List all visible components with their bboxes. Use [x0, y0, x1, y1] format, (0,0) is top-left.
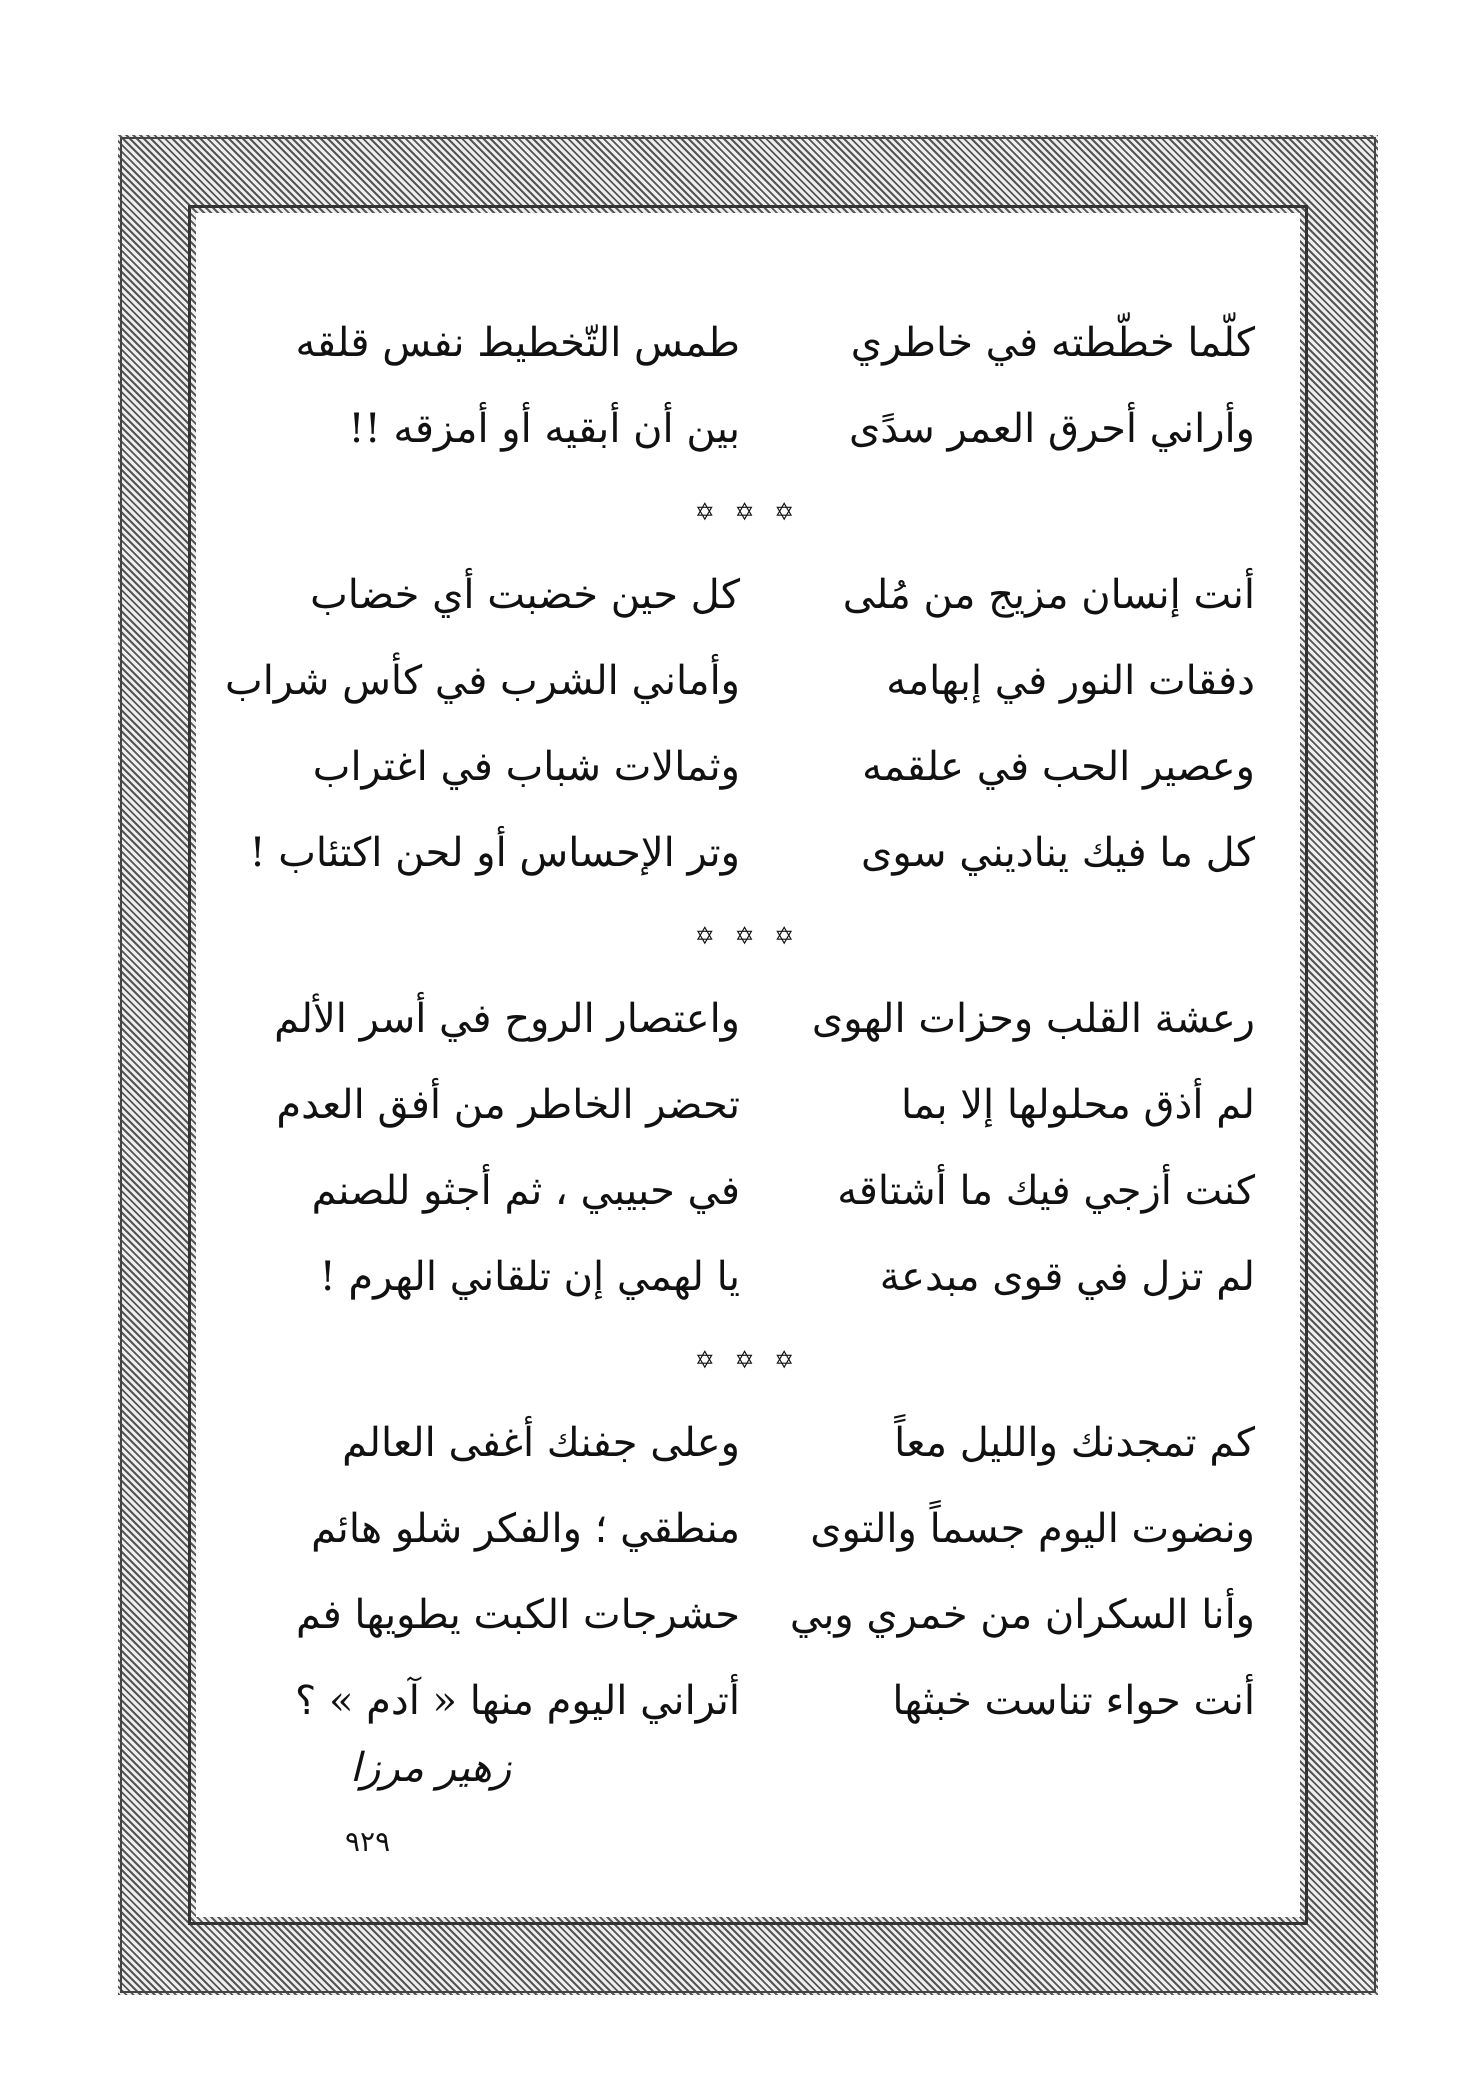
stanza-3: [240, 976, 1255, 1320]
verse: [240, 300, 1255, 386]
verse-first-hemistich: رعشة القلب وحزات الهوى: [811, 996, 1255, 1042]
verse: [240, 724, 1255, 810]
verse-first-hemistich: دفقات النور في إبهامه: [886, 658, 1255, 704]
verse-first-hemistich: أنت إنسان مزيج من مُلى: [842, 572, 1255, 618]
stanza-separator: ✡ ✡ ✡: [694, 922, 801, 950]
verse-second-hemistich: طمس التّخطيط نفس قلقه: [295, 320, 740, 366]
stanza-separator: ✡ ✡ ✡: [694, 498, 801, 526]
verse-second-hemistich: أتراني اليوم منها « آدم » ؟: [295, 1678, 740, 1724]
verse: [240, 1486, 1255, 1572]
verse-first-hemistich: ونضوت اليوم جسماً والتوى: [810, 1506, 1255, 1552]
verse-second-hemistich: واعتصار الروح في أسر الألم: [274, 996, 740, 1042]
verse-first-hemistich: كل ما فيك يناديني سوى: [861, 830, 1255, 876]
verse-second-hemistich: تحضر الخاطر من أفق العدم: [276, 1082, 740, 1128]
verse: [240, 1062, 1255, 1148]
verse-second-hemistich: وأماني الشرب في كأس شراب: [225, 658, 740, 704]
verse-second-hemistich: وتر الإحساس أو لحن اكتئاب !: [249, 830, 740, 876]
verse-second-hemistich: وثمالات شباب في اغتراب: [312, 744, 740, 790]
verse: [240, 976, 1255, 1062]
verse: [225, 638, 1255, 724]
verse: [240, 810, 1255, 896]
verse-first-hemistich: كلّما خطّطته في خاطري: [850, 320, 1255, 366]
verse-second-hemistich: بين أن أبقيه أو أمزقه !!: [348, 406, 740, 452]
stanza-2: [225, 552, 1255, 896]
verse-second-hemistich: منطقي ؛ والفكر شلو هائم: [311, 1506, 740, 1552]
page-number: ٩٢٩: [345, 1825, 391, 1858]
verse-first-hemistich: لم تزل في قوى مبدعة: [879, 1254, 1255, 1300]
verse-second-hemistich: يا لهمي إن تلقاني الهرم !: [319, 1254, 740, 1300]
author-signature: زهير مرزا: [350, 1745, 512, 1791]
stanza-separator: ✡ ✡ ✡: [694, 1346, 801, 1374]
poem: [225, 300, 1255, 1744]
verse: [240, 386, 1255, 472]
stanza-1: [240, 300, 1255, 472]
verse-first-hemistich: كنت أزجي فيك ما أشتاقه: [837, 1168, 1255, 1214]
verse-first-hemistich: أنت حواء تناست خبثها: [892, 1678, 1255, 1724]
verse: [240, 1234, 1255, 1320]
verse: [240, 1658, 1255, 1744]
verse-first-hemistich: وأراني أحرق العمر سدًى: [848, 406, 1255, 452]
stanza-4: [240, 1400, 1255, 1744]
verse-second-hemistich: حشرجات الكبت يطويها فم: [295, 1592, 740, 1638]
verse: [240, 1572, 1255, 1658]
verse-first-hemistich: وأنا السكران من خمري وبي: [789, 1592, 1255, 1638]
verse-second-hemistich: كل حين خضبت أي خضاب: [310, 572, 740, 618]
verse: [240, 1400, 1255, 1486]
verse: [240, 1148, 1255, 1234]
verse-first-hemistich: كم تمجدنك والليل معاً: [894, 1420, 1255, 1466]
verse-second-hemistich: وعلى جفنك أغفى العالم: [342, 1420, 740, 1466]
verse-first-hemistich: لم أذق محلولها إلا بما: [901, 1082, 1255, 1128]
verse: [240, 552, 1255, 638]
verse-second-hemistich: في حبيبي ، ثم أجثو للصنم: [311, 1168, 740, 1214]
verse-first-hemistich: وعصير الحب في علقمه: [862, 744, 1255, 790]
